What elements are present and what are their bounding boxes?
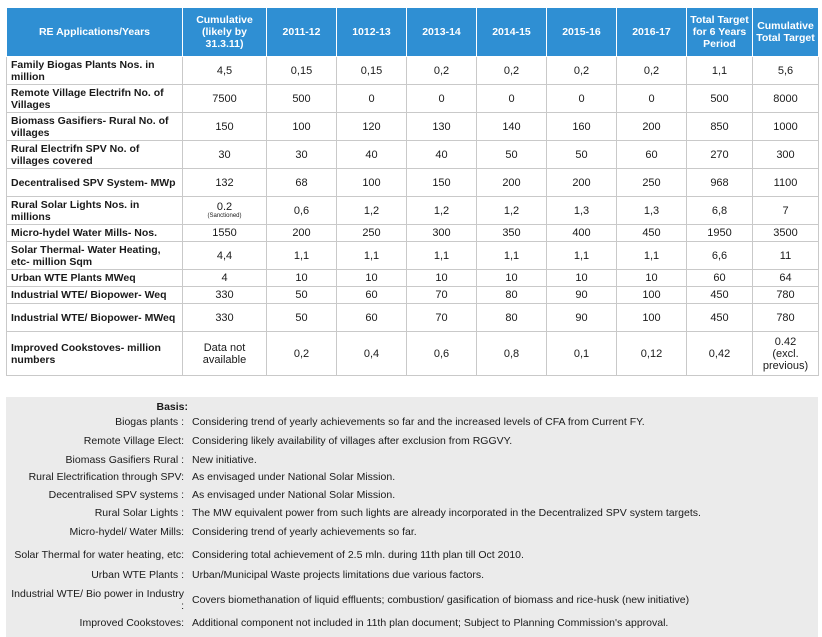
cell-value: 0 — [438, 92, 445, 105]
basis-title: Basis: — [156, 401, 188, 413]
basis-item — [6, 524, 818, 540]
table-cell — [183, 225, 267, 242]
table-cell — [407, 332, 477, 376]
table-cell — [547, 197, 617, 225]
table-cell — [477, 304, 547, 332]
table-cell — [753, 225, 819, 242]
table-cell — [337, 287, 407, 304]
table-cell — [753, 85, 819, 113]
column-header: Cumulative (likely by 31.3.11) — [183, 8, 267, 57]
table-cell — [617, 270, 687, 287]
table-cell — [183, 242, 267, 270]
cell-value: 0 — [508, 92, 515, 105]
basis-item-value: Additional component not included in 11th plan document; Subject to Planning Commission's approval. — [192, 617, 669, 629]
cell-value: 0,6 — [433, 347, 450, 360]
cell-value: 6,6 — [711, 249, 728, 262]
table-cell — [267, 169, 337, 197]
table-row — [7, 270, 819, 287]
basis-item — [6, 615, 818, 631]
table-cell — [337, 57, 407, 85]
cell-value: 70 — [435, 289, 448, 301]
table-cell — [687, 270, 753, 287]
table-cell — [687, 141, 753, 169]
table-row — [7, 304, 819, 332]
table-cell — [337, 169, 407, 197]
cell-value: 50 — [295, 289, 308, 301]
cell-value: 0,15 — [290, 64, 313, 77]
cell-value: 1,1 — [293, 249, 310, 262]
table-cell — [183, 287, 267, 304]
basis-item-key: Improved Cookstoves: — [79, 617, 184, 629]
table-cell — [687, 242, 753, 270]
basis-item — [6, 567, 818, 583]
cell-value: 0,12 — [640, 347, 663, 360]
table-cell — [477, 85, 547, 113]
table-cell — [617, 169, 687, 197]
cell-value: 250 — [362, 227, 381, 239]
basis-item-key: Solar Thermal for water heating, etc: — [14, 549, 184, 561]
column-header: Cumulative Total Target — [753, 8, 819, 57]
basis-item-key: Biogas plants : — [115, 416, 184, 428]
cell-value: 0,2 — [503, 64, 520, 77]
cell-value: 6,8 — [711, 204, 728, 217]
cell-value: 0 — [578, 92, 585, 105]
cell-value: 10 — [365, 272, 378, 284]
table-cell — [407, 304, 477, 332]
basis-item-key: Remote Village Elect: — [83, 435, 184, 447]
cell-value: 0,2 — [643, 64, 660, 77]
re-application-label: Remote Village Electrifn No. of Villages — [7, 85, 183, 113]
cell-value: 1,1 — [711, 64, 728, 77]
column-header: 1012-13 — [337, 8, 407, 57]
re-application-label: Rural Solar Lights Nos. in millions — [7, 197, 183, 225]
table-cell — [547, 242, 617, 270]
column-header: 2011-12 — [267, 8, 337, 57]
basis-item-key: Micro-hydel/ Water Mills: — [69, 526, 184, 538]
cell-value: 450 — [642, 227, 661, 239]
cell-value: 4,4 — [216, 249, 233, 262]
basis-item-value: As envisaged under National Solar Mission. — [192, 489, 396, 501]
cell-value: 64 — [779, 272, 792, 284]
cell-value: 132 — [215, 176, 234, 189]
cell-value: 10 — [295, 272, 308, 284]
table-cell — [267, 332, 337, 376]
cell-value: 100 — [292, 120, 311, 133]
table-row — [7, 57, 819, 85]
cell-value: 1,3 — [643, 204, 660, 217]
table-cell — [267, 270, 337, 287]
basis-item-key: Biomass Gasifiers Rural : — [65, 454, 184, 466]
cell-value: 160 — [572, 120, 591, 133]
cell-value: 200 — [572, 176, 591, 189]
table-cell — [183, 113, 267, 141]
table-row — [7, 332, 819, 376]
table-cell — [687, 287, 753, 304]
table-cell — [753, 287, 819, 304]
table-cell — [183, 332, 267, 376]
table-cell — [407, 270, 477, 287]
cell-value: 10 — [435, 272, 448, 284]
cell-value: 200 — [642, 120, 661, 133]
table-row — [7, 169, 819, 197]
table-cell — [753, 169, 819, 197]
cell-value: 10 — [575, 272, 588, 284]
re-application-label: Urban WTE Plants MWeq — [7, 270, 183, 287]
cell-value: 1100 — [773, 176, 798, 189]
cell-value: 1000 — [773, 120, 798, 133]
table-cell — [267, 304, 337, 332]
table-cell — [753, 113, 819, 141]
cell-value: 1,2 — [503, 204, 520, 217]
cell-value: 140 — [502, 120, 521, 133]
table-cell — [183, 197, 267, 225]
table-cell — [617, 287, 687, 304]
table-cell — [687, 169, 753, 197]
cell-value: 200 — [502, 176, 521, 189]
re-application-label: Decentralised SPV System- MWp — [7, 169, 183, 197]
cell-value: 1,1 — [503, 249, 520, 262]
table-cell — [547, 304, 617, 332]
cell-value: 400 — [572, 227, 591, 239]
table-cell — [687, 57, 753, 85]
basis-item — [6, 414, 818, 430]
table-row — [7, 197, 819, 225]
table-cell — [337, 113, 407, 141]
table-cell — [547, 332, 617, 376]
table-cell — [337, 242, 407, 270]
cell-value: 450 — [710, 289, 729, 301]
basis-item — [6, 469, 818, 485]
table-cell — [753, 242, 819, 270]
table-cell — [547, 113, 617, 141]
table-cell — [687, 197, 753, 225]
basis-item-value: Considering trend of yearly achievements so far. — [192, 526, 417, 538]
table-cell — [267, 113, 337, 141]
table-cell — [617, 85, 687, 113]
cell-value: 0,15 — [360, 64, 383, 77]
column-header: 2015-16 — [547, 8, 617, 57]
column-header: 2016-17 — [617, 8, 687, 57]
table-cell — [267, 57, 337, 85]
cell-value: 0.2 — [216, 201, 233, 213]
cell-value: 250 — [642, 176, 661, 189]
table-cell — [337, 332, 407, 376]
cell-value: 68 — [295, 176, 308, 189]
table-cell — [617, 304, 687, 332]
re-targets-table-container — [6, 7, 818, 376]
cell-value: 1,2 — [363, 204, 380, 217]
cell-value: 80 — [505, 289, 518, 301]
table-cell — [617, 113, 687, 141]
cell-value: 100 — [642, 289, 661, 301]
cell-value: 780 — [776, 289, 795, 301]
column-header: 2014-15 — [477, 8, 547, 57]
table-cell — [477, 270, 547, 287]
cell-value: 120 — [362, 120, 381, 133]
cell-value: 1,1 — [573, 249, 590, 262]
cell-value: 0,2 — [573, 64, 590, 77]
cell-value: 0,1 — [573, 347, 590, 360]
table-cell — [407, 113, 477, 141]
cell-value: 60 — [365, 311, 378, 324]
table-row — [7, 113, 819, 141]
table-cell — [477, 113, 547, 141]
cell-value: 0,2 — [433, 64, 450, 77]
cell-value: 50 — [505, 148, 518, 161]
re-application-label: Industrial WTE/ Biopower- MWeq — [7, 304, 183, 332]
cell-value: 0,8 — [503, 347, 520, 360]
re-application-label: Improved Cookstoves- million numbers — [7, 332, 183, 376]
re-application-label: Biomass Gasifiers- Rural No. of villages — [7, 113, 183, 141]
table-cell — [753, 332, 819, 376]
basis-item — [6, 587, 818, 613]
table-cell — [183, 270, 267, 287]
table-cell — [687, 332, 753, 376]
cell-value: 30 — [295, 148, 308, 161]
table-cell — [337, 270, 407, 287]
cell-value: 10 — [505, 272, 518, 284]
table-cell — [183, 141, 267, 169]
table-cell — [477, 332, 547, 376]
table-cell — [267, 225, 337, 242]
table-cell — [617, 332, 687, 376]
table-cell — [477, 225, 547, 242]
table-cell — [547, 270, 617, 287]
cell-value: 500 — [292, 92, 311, 105]
cell-value: 90 — [575, 289, 588, 301]
cell-value: 11 — [779, 249, 792, 262]
cell-value: 130 — [432, 120, 451, 133]
cell-value: 60 — [645, 148, 658, 161]
basis-item — [6, 543, 818, 567]
cell-value: 1,3 — [573, 204, 590, 217]
re-application-label: Rural Electrifn SPV No. of villages covered — [7, 141, 183, 169]
table-cell — [183, 304, 267, 332]
cell-value: Data not available — [202, 341, 247, 366]
cell-value: 350 — [502, 227, 521, 239]
re-application-label: Micro-hydel Water Mills- Nos. — [7, 225, 183, 242]
table-cell — [547, 57, 617, 85]
table-cell — [687, 225, 753, 242]
table-cell — [753, 270, 819, 287]
cell-value: 4 — [221, 272, 228, 284]
cell-value: 40 — [435, 148, 448, 161]
basis-item-key: Rural Solar Lights : — [94, 507, 184, 519]
table-cell — [547, 85, 617, 113]
cell-value: 0,6 — [293, 204, 310, 217]
re-application-label: Solar Thermal- Water Heating, etc- million Sqm — [7, 242, 183, 270]
cell-value: 50 — [575, 148, 588, 161]
table-cell — [267, 242, 337, 270]
basis-item — [6, 433, 818, 449]
basis-item-value: Considering total achievement of 2.5 mln. during 11th plan till Oct 2010. — [192, 549, 524, 561]
re-targets-table — [6, 7, 819, 376]
cell-value: 150 — [215, 120, 234, 133]
table-cell — [547, 287, 617, 304]
table-cell — [547, 141, 617, 169]
cell-value: 0 — [648, 92, 655, 105]
table-cell — [617, 57, 687, 85]
cell-value: 0,2 — [293, 347, 310, 360]
basis-item-value: Considering trend of yearly achievements so far and the increased levels of CFA from Current FY. — [192, 416, 645, 428]
table-cell — [753, 141, 819, 169]
basis-item-value: New initiative. — [192, 454, 257, 466]
cell-value: 850 — [710, 120, 729, 133]
basis-notes — [6, 397, 818, 637]
cell-value: 300 — [432, 227, 451, 239]
cell-value: 3500 — [773, 227, 798, 239]
table-cell — [477, 242, 547, 270]
table-cell — [267, 287, 337, 304]
column-header: Total Target for 6 Years Period — [687, 8, 753, 57]
table-cell — [477, 141, 547, 169]
cell-value: 90 — [575, 311, 588, 324]
cell-value: 60 — [713, 272, 726, 284]
re-application-label: Industrial WTE/ Biopower- Weq — [7, 287, 183, 304]
table-cell — [407, 242, 477, 270]
table-cell — [183, 169, 267, 197]
table-cell — [753, 57, 819, 85]
cell-value: 60 — [365, 289, 378, 301]
re-application-label: Family Biogas Plants Nos. in million — [7, 57, 183, 85]
table-cell — [267, 197, 337, 225]
table-cell — [687, 85, 753, 113]
cell-value: 150 — [432, 176, 451, 189]
cell-value: 30 — [218, 148, 231, 161]
cell-value: 4,5 — [216, 64, 233, 77]
cell-value: 0.42 (excl. previous) — [762, 335, 809, 372]
cell-value: 7 — [782, 204, 789, 217]
basis-item — [6, 487, 818, 503]
basis-item-value: Considering likely availability of villages after exclusion from RGGVY. — [192, 435, 513, 447]
basis-item-value: As envisaged under National Solar Mission. — [192, 471, 396, 483]
cell-value: 80 — [505, 311, 518, 324]
cell-value: 1,1 — [433, 249, 450, 262]
cell-value: 0,4 — [363, 347, 380, 360]
table-cell — [477, 287, 547, 304]
cell-note: (Sanctioned) — [207, 213, 242, 219]
table-row — [7, 141, 819, 169]
cell-value: 330 — [215, 311, 234, 324]
table-cell — [407, 225, 477, 242]
table-cell — [267, 141, 337, 169]
table-cell — [617, 141, 687, 169]
cell-value: 5,6 — [777, 64, 794, 77]
cell-value: 200 — [292, 227, 311, 239]
table-cell — [617, 197, 687, 225]
table-cell — [183, 57, 267, 85]
table-cell — [753, 304, 819, 332]
cell-value: 50 — [295, 311, 308, 324]
table-row — [7, 225, 819, 242]
basis-item-value: Urban/Municipal Waste projects limitations due various factors. — [192, 569, 484, 581]
basis-item-key: Decentralised SPV systems : — [48, 489, 184, 501]
table-cell — [337, 85, 407, 113]
cell-value: 330 — [215, 289, 234, 301]
cell-value: 968 — [710, 176, 729, 189]
table-cell — [337, 141, 407, 169]
basis-item-key: Industrial WTE/ Bio power in Industry : — [11, 588, 184, 612]
table-cell — [337, 304, 407, 332]
table-cell — [267, 85, 337, 113]
table-cell — [407, 197, 477, 225]
cell-value: 0 — [368, 92, 375, 105]
basis-item-key: Rural Electrification through SPV: — [28, 471, 184, 483]
cell-value: 1,1 — [643, 249, 660, 262]
cell-value: 1950 — [707, 227, 732, 239]
table-cell — [477, 197, 547, 225]
table-row — [7, 85, 819, 113]
table-cell — [687, 113, 753, 141]
table-cell — [477, 57, 547, 85]
table-row — [7, 242, 819, 270]
cell-value: 300 — [776, 148, 795, 161]
table-cell — [547, 225, 617, 242]
cell-value: 270 — [710, 148, 729, 161]
table-cell — [337, 225, 407, 242]
header-re-applications: RE Applications/Years — [7, 8, 183, 57]
table-cell — [477, 169, 547, 197]
table-cell — [547, 169, 617, 197]
table-cell — [183, 85, 267, 113]
table-header-row — [7, 8, 819, 57]
table-cell — [753, 197, 819, 225]
basis-item-value: Covers biomethanation of liquid effluents; combustion/ gasification of biomass and rice-husk (new initiative) — [192, 594, 690, 606]
table-cell — [407, 85, 477, 113]
table-cell — [407, 141, 477, 169]
table-cell — [617, 225, 687, 242]
cell-value: 1,1 — [363, 249, 380, 262]
table-cell — [337, 197, 407, 225]
cell-value: 40 — [365, 148, 378, 161]
cell-value: 780 — [776, 311, 795, 324]
table-row — [7, 287, 819, 304]
table-cell — [407, 169, 477, 197]
table-cell — [407, 57, 477, 85]
basis-item-value: The MW equivalent power from such lights are already incorporated in the Decentralized SPV system targets. — [192, 507, 701, 519]
cell-value: 0,42 — [708, 347, 731, 360]
basis-item-key: Urban WTE Plants : — [91, 569, 184, 581]
basis-item — [6, 452, 818, 468]
cell-value: 1550 — [212, 227, 237, 239]
cell-value: 450 — [710, 311, 729, 324]
cell-value: 100 — [642, 311, 661, 324]
cell-value: 500 — [710, 92, 729, 105]
cell-value: 10 — [645, 272, 658, 284]
table-cell — [687, 304, 753, 332]
cell-value: 7500 — [212, 92, 237, 105]
table-cell — [617, 242, 687, 270]
basis-item — [6, 505, 818, 521]
cell-value: 70 — [435, 311, 448, 324]
column-header: 2013-14 — [407, 8, 477, 57]
cell-value: 1,2 — [433, 204, 450, 217]
cell-value: 100 — [362, 176, 381, 189]
cell-value: 8000 — [773, 92, 798, 105]
table-cell — [407, 287, 477, 304]
